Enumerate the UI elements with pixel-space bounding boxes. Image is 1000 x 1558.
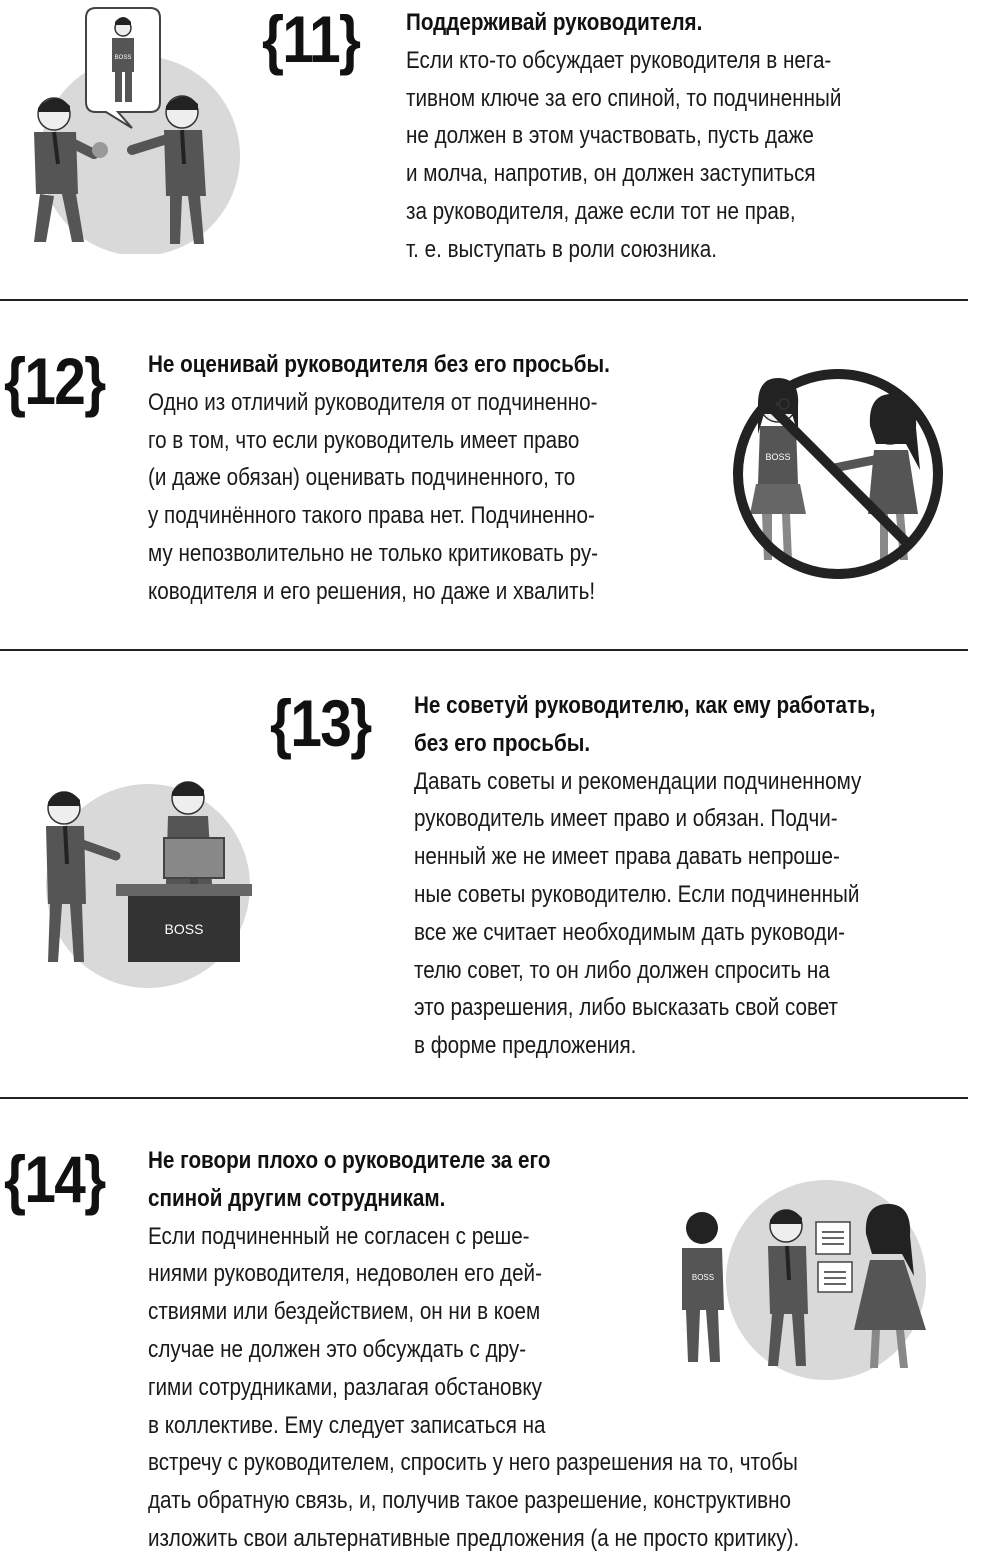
rule-heading: Поддерживай руководителя. <box>406 9 703 36</box>
rule-body-line: за руководителя, даже если тот не прав, <box>406 197 796 225</box>
section-divider <box>0 649 968 651</box>
rule-body-line: и молча, напротив, он должен заступиться <box>406 160 816 188</box>
rule-body-line: это разрешения, либо высказать свой совет <box>414 994 838 1022</box>
rule-heading: спиной другим сотрудникам. <box>148 1184 446 1212</box>
rule-body-line: встречу с руководителем, спросить у него разрешения на то, чтобы <box>148 1449 798 1477</box>
rule-number: {13} <box>270 686 371 760</box>
rule-body-line: руководитель имеет право и обязан. Подчи- <box>414 805 838 833</box>
rule-body-line: все же считает необходимым дать руководи- <box>414 918 845 946</box>
rule-body-line: Давать советы и рекомендации подчиненному <box>414 767 862 795</box>
rule-text-block <box>406 4 966 269</box>
rule-body-line: гими сотрудниками, разлагая обстановку <box>148 1373 543 1401</box>
rule-body-line: тивном ключе за его спиной, то подчиненный <box>406 84 842 112</box>
rule-text-block <box>148 346 708 611</box>
bubble-boss-label: BOSS <box>114 55 132 61</box>
rule-body-line: дать обратную связь, и, получив такое разрешение, конструктивно <box>148 1487 791 1515</box>
rule-text-block <box>414 687 984 1065</box>
rule-body-line: т. е. выступать в роли союзника. <box>406 235 717 263</box>
boss-back-label: BOSS <box>691 1273 715 1282</box>
rule-number: {14} <box>4 1142 105 1216</box>
rule-text-block <box>148 1142 968 1558</box>
rule-body-line: в форме предложения. <box>414 1032 637 1060</box>
rule-number: {12} <box>4 344 105 418</box>
rule-body-line: телю совет, то он либо должен спросить на <box>414 956 830 984</box>
illustration-rule-11 <box>14 4 246 254</box>
boss-badge: BOSS <box>765 452 791 462</box>
rule-body-line: не должен в этом участвовать, пусть даже <box>406 122 814 150</box>
rule-body-line: у подчинённого такого права нет. Подчиненно- <box>148 502 595 530</box>
desk-boss-label: BOSS <box>164 921 204 937</box>
rule-body-line: му непозволительно не только критиковать ру- <box>148 539 599 567</box>
rule-body-line: ненный же не имеет права давать непроше- <box>414 843 840 871</box>
rule-body-line: Если подчиненный не согласен с реше- <box>148 1222 530 1250</box>
section-divider <box>0 299 968 301</box>
rule-number: {11} <box>262 2 360 76</box>
illustration-rule-13 <box>8 764 268 998</box>
section-divider <box>0 1097 968 1099</box>
rule-body-line: ководителя и его решения, но даже и хвалить! <box>148 577 596 605</box>
rule-body-line: Одно из отличий руководителя от подчиненно- <box>148 388 598 416</box>
rule-body-line: изложить свои альтернативные предложения (а не просто критику). <box>148 1524 800 1552</box>
rule-heading: Не советуй руководителю, как ему работать, <box>414 692 876 719</box>
rule-body-line: случае не должен это обсуждать с дру- <box>148 1335 527 1363</box>
rule-body-line: ствиями или бездействием, он ни в коем <box>148 1298 541 1326</box>
rule-heading: Не оценивай руководителя без его просьбы. <box>148 351 610 378</box>
illustration-rule-12 <box>722 364 954 584</box>
rule-body-line: Если кто-то обсуждает руководителя в нега- <box>406 46 832 74</box>
rule-body-line: ниями руководителя, недоволен его дей- <box>148 1260 542 1288</box>
rule-body-line: го в том, что если руководитель имеет право <box>148 426 580 454</box>
rule-heading: без его просьбы. <box>414 729 591 757</box>
rule-body-line: в коллективе. Ему следует записаться на <box>148 1411 546 1439</box>
rule-body-line: (и даже обязан) оценивать подчиненного, то <box>148 464 576 492</box>
rule-body-line: ные советы руководителю. Если подчиненный <box>414 880 860 908</box>
rule-heading: Не говори плохо о руководителе за его <box>148 1147 551 1174</box>
